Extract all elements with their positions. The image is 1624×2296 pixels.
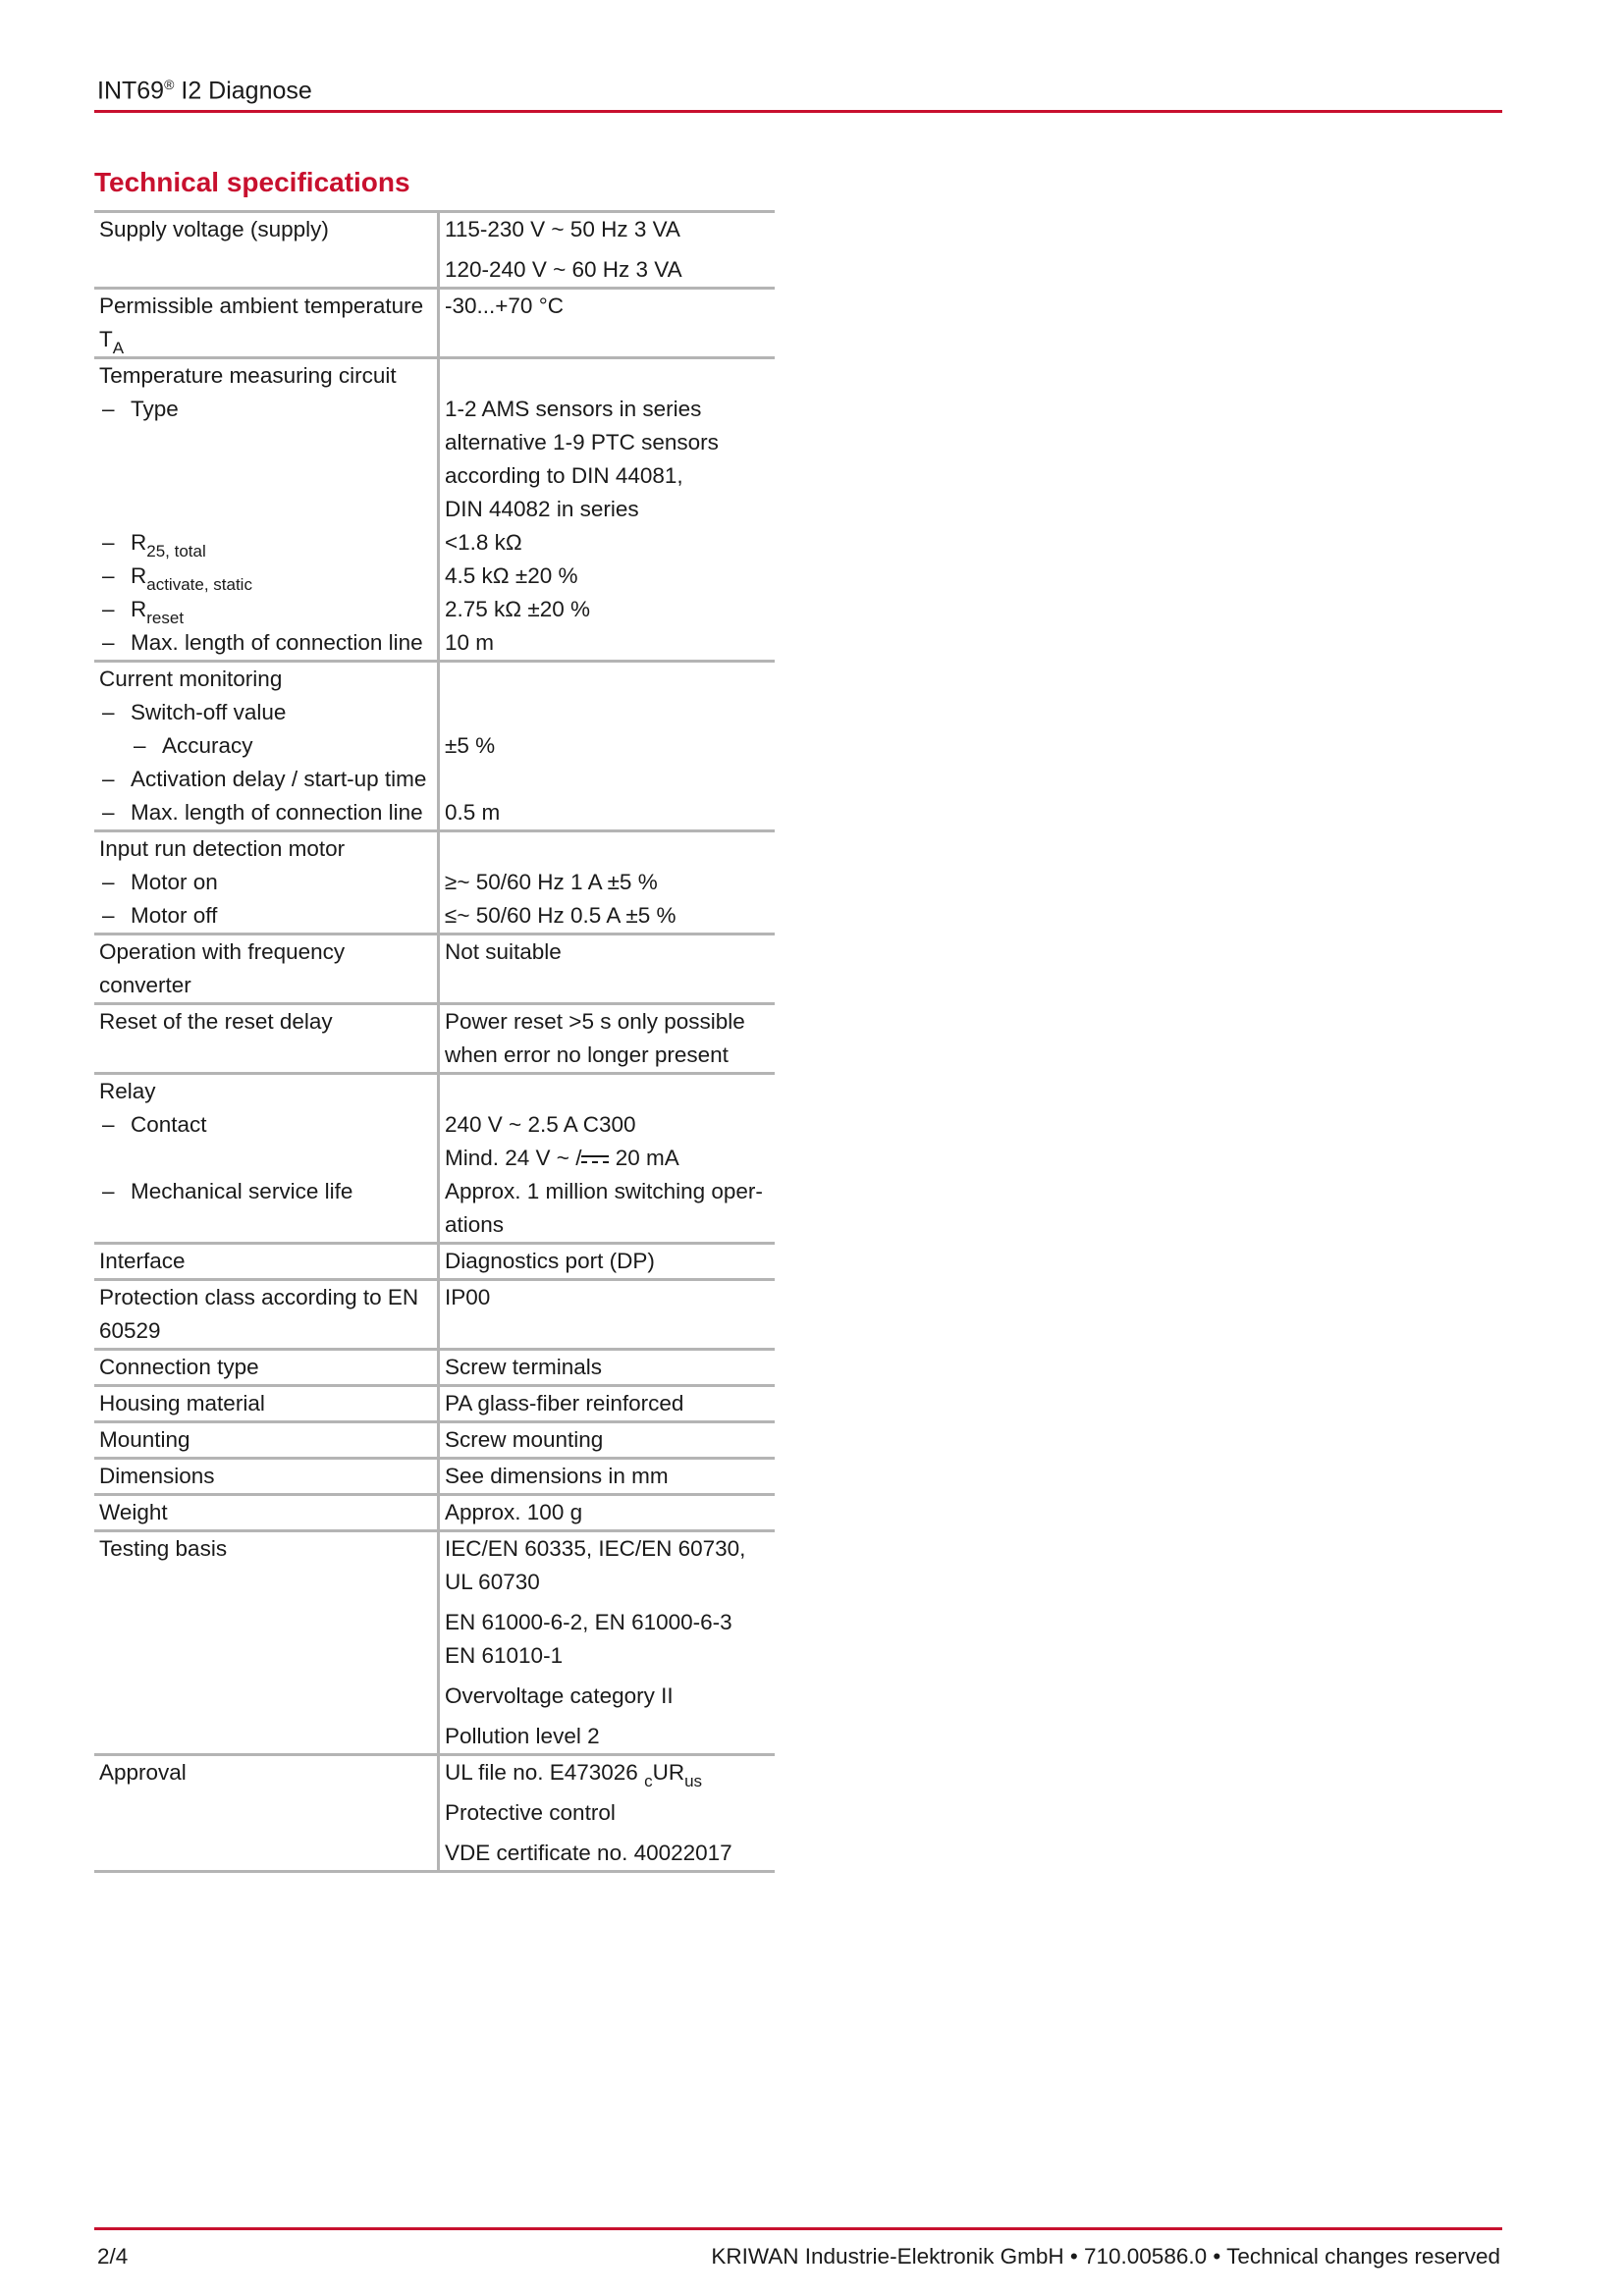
spec-label: Supply voltage (supply): [94, 212, 439, 289]
spec-value: ±5 % 0.5 m: [445, 733, 501, 825]
page-number: 2/4: [97, 2244, 129, 2269]
spec-value: -30...+70 °C: [445, 294, 564, 318]
spec-value: UL file no. E473026 $_cUR_{us}$ Protective control VDE certificate no. 40022017: [445, 1760, 732, 1865]
spec-label: Testing basis: [94, 1531, 439, 1755]
spec-label: Permissible ambient temperature $T_A$: [94, 289, 439, 358]
row-dimensions: [94, 1459, 775, 1495]
spec-value: Not suitable: [445, 939, 562, 964]
header-rule: [94, 110, 1502, 113]
row-current-monitoring: [94, 662, 775, 831]
document-header: [97, 77, 312, 105]
spec-value: IEC/EN 60335, IEC/EN 60730, UL 60730 EN 61000-6-2, EN 61000-6-3 EN 61010-1 Overvoltage category II Pollution level 2: [445, 1536, 746, 1748]
spec-label: Weight: [94, 1495, 439, 1531]
spec-label: Temperature measuring circuit – Type – $R_{25, total}$ – $R_{activate, static}$ – $R_{reset}$ – Max. length of connection line: [94, 358, 439, 662]
spec-value: PA glass-fiber reinforced: [445, 1391, 684, 1415]
row-supply-voltage: [94, 212, 775, 289]
spec-label: Current monitoring – Switch-off value – Accuracy – Activation delay / start-up time – Max. length of connection line: [94, 662, 439, 831]
section-title: Technical specifications: [94, 167, 410, 197]
spec-label: Interface: [94, 1244, 439, 1280]
spec-label: Dimensions: [94, 1459, 439, 1495]
footer-company: KRIWAN Industrie-Elektronik GmbH • 710.00586.0 • Technical changes reserved: [711, 2244, 1500, 2269]
spec-value: Diagnostics port (DP): [445, 1249, 655, 1273]
spec-label: Reset of the reset delay: [94, 1004, 439, 1074]
footer-rule: [94, 2227, 1502, 2230]
row-housing-material: [94, 1386, 775, 1422]
spec-value: Screw terminals: [445, 1355, 603, 1379]
row-weight: [94, 1495, 775, 1531]
spec-label: Relay – Contact – Mechanical service life: [94, 1074, 439, 1244]
spec-label: Housing material: [94, 1386, 439, 1422]
dc-symbol-icon: [581, 1152, 609, 1166]
row-protection-class: [94, 1280, 775, 1350]
spec-label: Mounting: [94, 1422, 439, 1459]
spec-value: ≥~ 50/60 Hz 1 A ±5 % ≤~ 50/60 Hz 0.5 A ±5 %: [445, 870, 677, 928]
row-reset-delay: [94, 1004, 775, 1074]
spec-label: Approval: [94, 1755, 439, 1872]
row-run-detection: [94, 831, 775, 934]
row-frequency-converter: [94, 934, 775, 1004]
row-mounting: [94, 1422, 775, 1459]
row-testing-basis: [94, 1531, 775, 1755]
spec-label: Protection class according to EN 60529: [94, 1280, 439, 1350]
registered-mark: ®: [164, 77, 175, 92]
row-temperature-circuit: [94, 358, 775, 662]
spec-table: [94, 210, 775, 1873]
spec-value: Screw mounting: [445, 1427, 604, 1452]
spec-value: 115-230 V ~ 50 Hz 3 VA 120-240 V ~ 60 Hz 3 VA: [445, 217, 682, 282]
row-relay: [94, 1074, 775, 1244]
row-connection-type: [94, 1350, 775, 1386]
spec-value: See dimensions in mm: [445, 1464, 669, 1488]
row-approval: [94, 1755, 775, 1872]
spec-value: Power reset >5 s only possible when error no longer present: [445, 1009, 745, 1067]
spec-value: 240 V ~ 2.5 A C300 Mind. 24 V ~ / 20 mA Approx. 1 million switching oper- ations: [445, 1112, 763, 1237]
spec-value: Approx. 100 g: [445, 1500, 583, 1524]
spec-value: 1-2 AMS sensors in series alternative 1-9 PTC sensors according to DIN 44081, DIN 44082 in series <1.8 kΩ 4.5 kΩ ±20 % 2.75 kΩ ±20 % 10 m: [445, 397, 719, 655]
product-name: INT69: [97, 77, 165, 105]
spec-label: Connection type: [94, 1350, 439, 1386]
row-ambient-temperature: [94, 289, 775, 358]
spec-value: IP00: [445, 1285, 491, 1309]
spec-label: Input run detection motor – Motor on – Motor off: [94, 831, 439, 934]
row-interface: [94, 1244, 775, 1280]
product-suffix: I2 Diagnose: [181, 77, 312, 105]
spec-label: Operation with frequency converter: [94, 934, 439, 1004]
